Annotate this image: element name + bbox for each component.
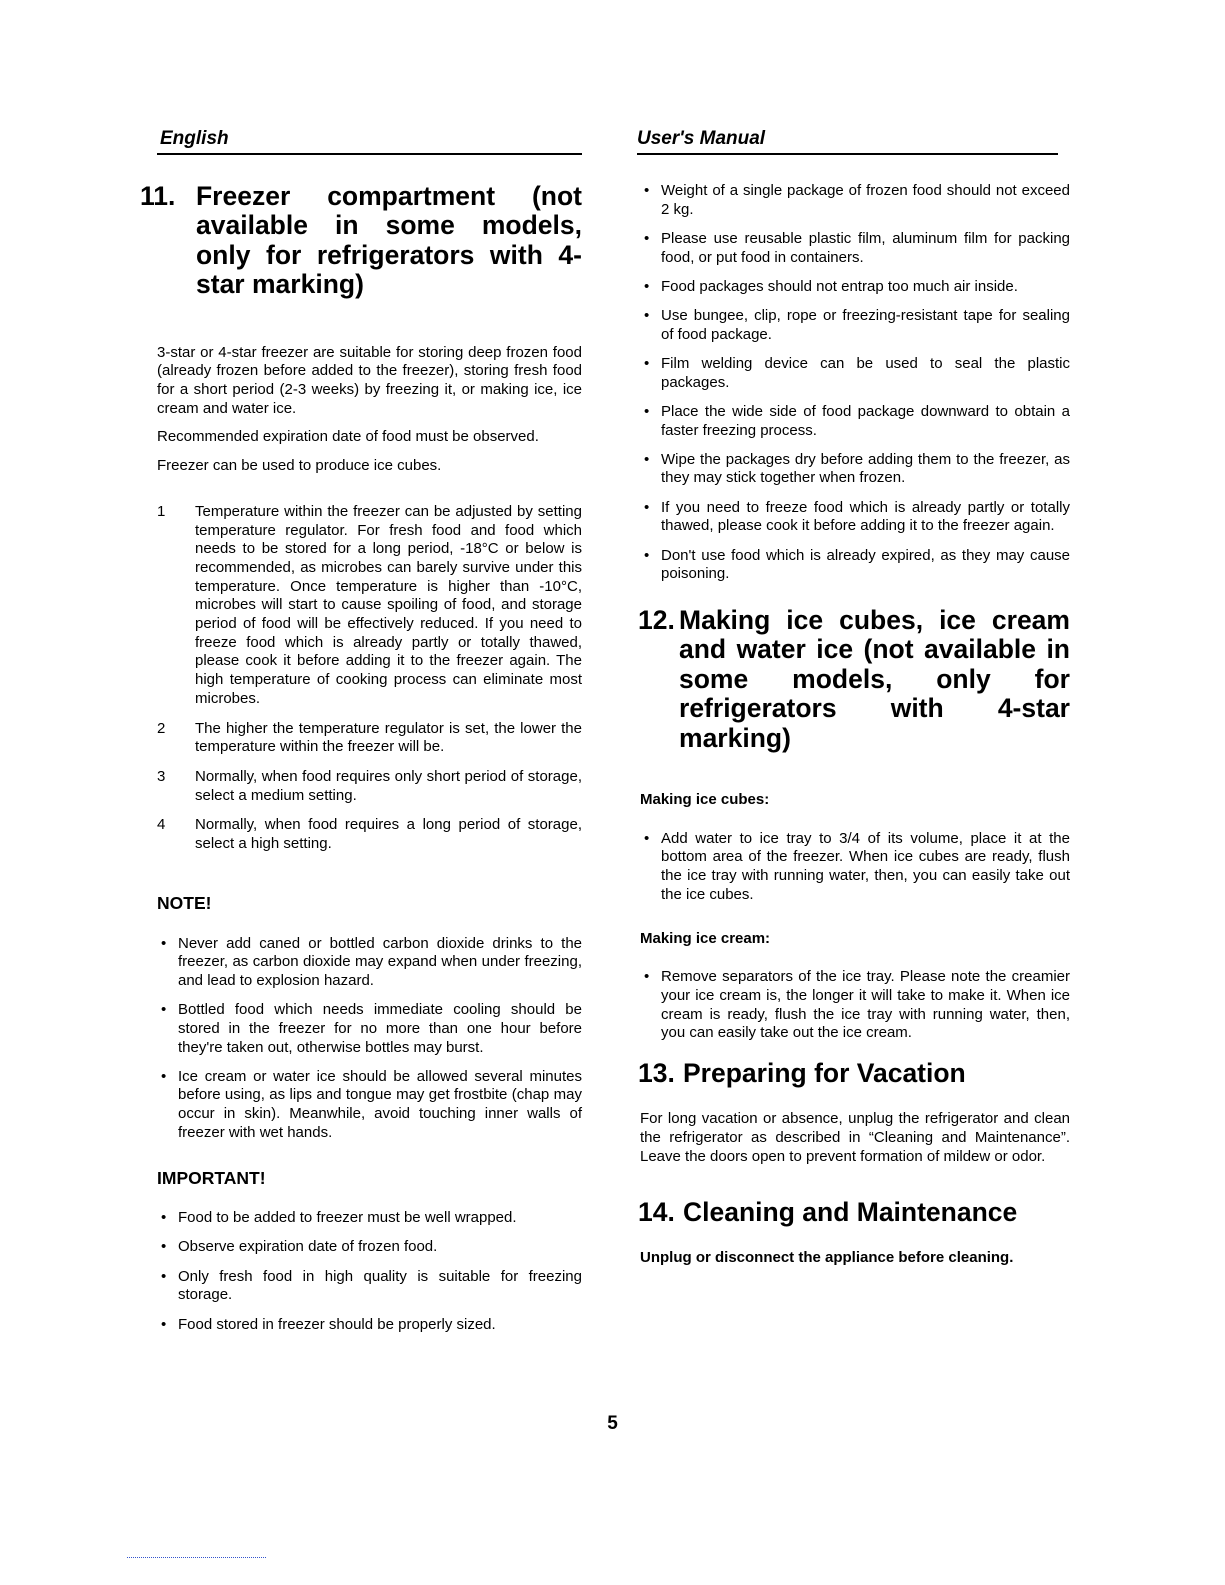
item-number: 2	[157, 719, 166, 737]
ice-cream-list	[640, 968, 1070, 1043]
section-title: Making ice cubes, ice cream and water ice (not available in some models, only for refrigerators with 4-star marking)	[679, 604, 1070, 753]
list-item: • If you need to freeze food which is already partly or totally thawed, please cook it before adding it to the freezer again.	[640, 499, 1070, 536]
list-item: • Wipe the packages dry before adding them to the freezer, as they may stick together when frozen.	[640, 451, 1070, 488]
right-column	[640, 182, 1070, 1268]
header-rule-left	[157, 153, 582, 155]
section-12-heading	[638, 606, 1070, 753]
numbered-list	[157, 503, 582, 854]
note-label: NOTE!	[157, 892, 212, 913]
intro-paragraph: Recommended expiration date of food must be observed.	[157, 428, 539, 446]
header-rule-right	[637, 153, 1058, 155]
item-number: 3	[157, 767, 166, 785]
list-item: • Only fresh food in high quality is suitable for freezing storage.	[157, 1268, 582, 1305]
important-label: IMPORTANT!	[157, 1167, 266, 1188]
page-number: 5	[607, 1413, 618, 1434]
list-item: • Ice cream or water ice should be allowed several minutes before using, as lips and tongue may get frostbite (chap may occur in skin). Meanwhile, avoid touching inner walls of freezer with wet hands.	[157, 1068, 582, 1143]
section-number: 12.	[638, 604, 675, 635]
list-item	[157, 768, 582, 805]
intro-paragraph: 3-star or 4-star freezer are suitable for storing deep frozen food (already frozen before added to the freezer), storing fresh food for a short period (2-3 weeks) by freezing it, or making ice, ice cream and water ice.	[157, 343, 582, 417]
section-title: Cleaning and Maintenance	[683, 1196, 1018, 1227]
section-number: 13.	[638, 1058, 675, 1089]
list-item: • Add water to ice tray to 3/4 of its volume, place it at the bottom area of the freezer. When ice cubes are ready, flush the ice tray with running water, then, you can easily take out the ice cubes.	[640, 830, 1070, 905]
note-list	[157, 935, 582, 1143]
vacation-paragraph: For long vacation or absence, unplug the refrigerator and clean the refrigerator as described in “Cleaning and Maintenance”. Leave the doors open to prevent formation of mildew or odor.	[640, 1110, 1070, 1165]
list-item: • Place the wide side of food package downward to obtain a faster freezing process.	[640, 403, 1070, 440]
ice-cubes-list	[640, 830, 1070, 905]
item-text: Normally, when food requires a long period of storage, select a high setting.	[195, 816, 582, 853]
list-item: • Observe expiration date of frozen food.	[157, 1238, 582, 1257]
list-item: • Food packages should not entrap too much air inside.	[640, 278, 1070, 297]
left-column	[140, 181, 582, 1345]
list-item: • Weight of a single package of frozen food should not exceed 2 kg.	[640, 182, 1070, 219]
ice-cream-label: Making ice cream:	[640, 929, 771, 947]
list-item	[157, 816, 582, 853]
section-title: Freezer compartment (not available in some models, only for refrigerators with 4-star marking)	[196, 181, 582, 300]
list-item: • Food to be added to freezer must be well wrapped.	[157, 1209, 582, 1228]
section-13-heading	[638, 1059, 1070, 1088]
ice-cubes-label: Making ice cubes:	[640, 790, 770, 808]
list-item	[157, 503, 582, 709]
list-item: • Please use reusable plastic film, aluminum film for packing food, or put food in containers.	[640, 230, 1070, 267]
section-number: 11.	[140, 181, 176, 211]
list-item: • Use bungee, clip, rope or freezing-resistant tape for sealing of food package.	[640, 307, 1070, 344]
list-item	[157, 720, 582, 757]
item-number: 4	[157, 816, 166, 834]
list-item: • Remove separators of the ice tray. Please note the creamier your ice cream is, the longer it will take to make it. When ice cream is ready, flush the ice tray with running water, then, you can easily take out the ice cream.	[640, 968, 1070, 1043]
list-item: • Film welding device can be used to seal the plastic packages.	[640, 355, 1070, 392]
list-item: • Food stored in freezer should be properly sized.	[157, 1316, 582, 1335]
item-number: 1	[157, 502, 166, 520]
list-item: • Don't use food which is already expired, as they may cause poisoning.	[640, 547, 1070, 584]
header-manual-title: User's Manual	[637, 128, 766, 149]
item-text: Temperature within the freezer can be adjusted by setting temperature regulator. For fresh food and food which needs to be stored for a long period, -18°C or below is recommended, as microbes can barely survive under this temperature. Once temperature is higher than -10°C, microbes will start to cause spoiling of food, and storage period of food will be effectively reduced. If you need to freeze food which is already partly or totally thawed, please cook it before adding it to the freezer again. The high temperature of cooking process can eliminate most microbes.	[195, 502, 582, 707]
section-11-heading	[140, 182, 582, 300]
important-list	[157, 1209, 582, 1334]
footer-link-line	[127, 1556, 266, 1558]
item-text: The higher the temperature regulator is set, the lower the temperature within the freezer will be.	[195, 719, 582, 756]
intro-paragraph: Freezer can be used to produce ice cubes.	[157, 457, 442, 475]
list-item: • Bottled food which needs immediate cooling should be stored in the freezer for no more than one hour before they're taken out, otherwise bottles may burst.	[157, 1001, 582, 1057]
section-14-heading	[638, 1198, 1070, 1227]
section-title: Preparing for Vacation	[683, 1058, 966, 1089]
item-text: Normally, when food requires only short period of storage, select a medium setting.	[195, 767, 582, 804]
section-number: 14.	[638, 1196, 675, 1227]
header-language: English	[160, 128, 229, 149]
list-item: • Never add caned or bottled carbon dioxide drinks to the freezer, as carbon dioxide may expand when under freezing, and lead to explosion hazard.	[157, 935, 582, 991]
packaging-list	[640, 182, 1070, 584]
cleaning-warning: Unplug or disconnect the appliance before cleaning.	[640, 1248, 1014, 1266]
